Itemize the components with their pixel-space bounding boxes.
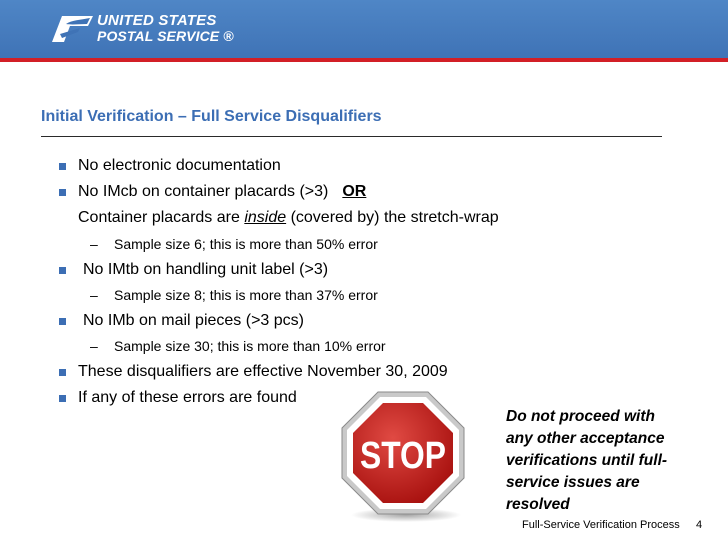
- bullet-text-main: No IMcb on container placards (>3): [78, 183, 329, 200]
- bullet-text: No electronic documentation: [78, 157, 281, 174]
- bullet-text: If any of these errors are found: [78, 389, 297, 406]
- bullet-marker: [59, 189, 66, 196]
- note-line: Do not proceed with: [506, 408, 655, 425]
- logo-text-united-states: UNITED STATES: [97, 12, 217, 29]
- bullet-text: These disqualifiers are effective November 30, 2009: [78, 363, 448, 380]
- inside-emphasis: inside: [244, 209, 287, 226]
- continuation-pre: Container placards are: [78, 209, 245, 226]
- sub-dash: –: [90, 236, 98, 252]
- sub-bullet-text: Sample size 8; this is more than 37% error: [114, 287, 378, 303]
- warning-note: [506, 406, 716, 516]
- sub-bullet-text: Sample size 6; this is more than 50% error: [114, 236, 378, 252]
- continuation-post: (covered by) the stretch-wrap: [286, 209, 499, 226]
- note-line: verifications until full-: [506, 452, 668, 469]
- bullet-marker: [59, 163, 66, 170]
- sub-dash: –: [90, 338, 98, 354]
- bullet-marker: [59, 318, 66, 325]
- bullet-marker: [59, 395, 66, 402]
- bullet-continuation: [78, 209, 499, 227]
- sub-dash: –: [90, 287, 98, 303]
- footer-label: Full-Service Verification Process: [522, 519, 680, 531]
- stop-sign-icon: [336, 388, 470, 522]
- bullet-text: [78, 183, 366, 201]
- stop-sign-text: STOP: [360, 435, 446, 477]
- bullet-marker: [59, 267, 66, 274]
- or-emphasis: OR: [342, 183, 367, 200]
- note-line: resolved: [506, 496, 570, 513]
- note-line: service issues are: [506, 474, 640, 491]
- logo-text-postal-service: POSTAL SERVICE ®: [97, 28, 234, 44]
- page-number: 4: [696, 519, 703, 531]
- sub-bullet-text: Sample size 30; this is more than 10% error: [114, 338, 386, 354]
- slide-title: Initial Verification – Full Service Disqualifiers: [41, 108, 382, 125]
- bullet-text: No IMb on mail pieces (>3 pcs): [83, 312, 304, 329]
- bullet-text: No IMtb on handling unit label (>3): [83, 261, 329, 278]
- bullet-marker: [59, 369, 66, 376]
- note-line: any other acceptance: [506, 430, 665, 447]
